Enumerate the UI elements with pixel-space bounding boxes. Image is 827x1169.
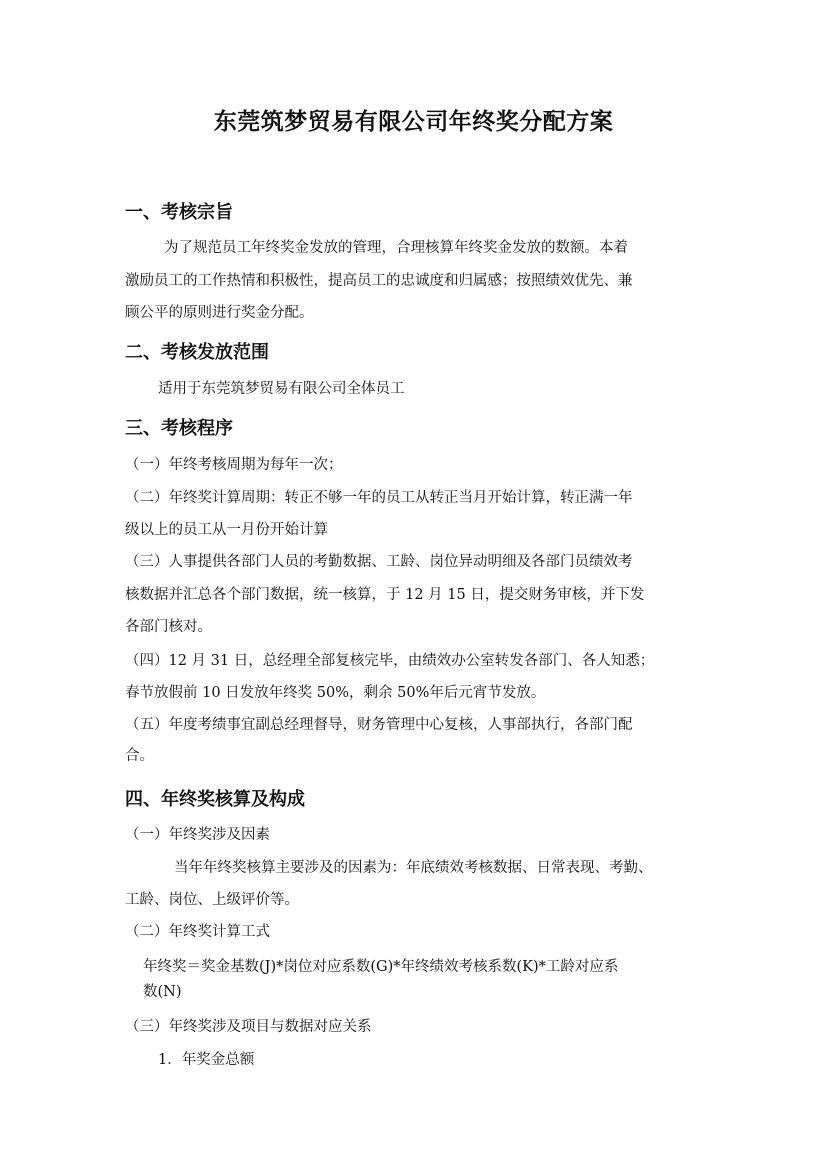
procedure-line-10: 合。 (125, 748, 154, 764)
scope-text: 适用于东莞筑梦贸易有限公司全体员工 (158, 381, 405, 397)
procedure-line-2: （二）年终奖计算周期：转正不够一年的员工从转正当月开始计算，转正满一年 (125, 490, 633, 506)
factors-line-2: 工龄、岗位、上级评价等。 (125, 892, 299, 908)
procedure-line-6: 各部门核对。 (125, 619, 212, 635)
procedure-line-3: 级以上的员工从一月份开始计算 (125, 522, 328, 538)
purpose-line-3: 顾公平的原则进行奖金分配。 (125, 305, 314, 321)
item-annual-bonus-total: 1．年奖金总额 (158, 1052, 255, 1068)
section-heading-calculation: 四、年终奖核算及构成 (125, 789, 305, 810)
sub-heading-factors: （一）年终奖涉及因素 (125, 827, 270, 843)
procedure-line-9: （五）年度考绩事宜副总经理督导，财务管理中心复核，人事部执行，各部门配 (125, 717, 633, 733)
section-heading-purpose: 一、考核宗旨 (125, 202, 233, 223)
purpose-line-1: 为了规范员工年终奖金发放的管理，合理核算年终奖金发放的数额。本着 (164, 240, 628, 256)
procedure-line-8: 春节放假前 10 日发放年终奖 50%，剩余 50%年后元宵节发放。 (125, 685, 546, 701)
procedure-line-4: （三）人事提供各部门人员的考勤数据、工龄、岗位异动明细及各部门员绩效考 (125, 554, 633, 570)
purpose-line-2: 激励员工的工作热情和积极性，提高员工的忠诚度和归属感；按照绩效优先、兼 (125, 273, 633, 289)
section-heading-scope: 二、考核发放范围 (125, 342, 269, 363)
document-title: 东莞筑梦贸易有限公司年终奖分配方案 (213, 109, 614, 135)
sub-heading-formula: （二）年终奖计算工式 (125, 924, 270, 940)
formula-line-1: 年终奖＝奖金基数(J)*岗位对应系数(G)*年终绩效考核系数(K)*工龄对应系 (143, 959, 619, 975)
sub-heading-mapping: （三）年终奖涉及项目与数据对应关系 (125, 1019, 372, 1035)
formula-line-2: 数(N) (143, 984, 182, 1000)
procedure-line-5: 核数据并汇总各个部门数据，统一核算，于 12 月 15 日，提交财务审核，并下发 (125, 587, 645, 603)
factors-line-1: 当年年终奖核算主要涉及的因素为：年底绩效考核数据、日常表现、考勤、 (174, 860, 653, 876)
section-heading-procedure: 三、考核程序 (125, 418, 233, 439)
procedure-line-1: （一）年终考核周期为每年一次； (125, 457, 343, 473)
procedure-line-7: （四）12 月 31 日，总经理全部复核完毕，由绩效办公室转发各部门、各人知悉； (125, 653, 655, 669)
